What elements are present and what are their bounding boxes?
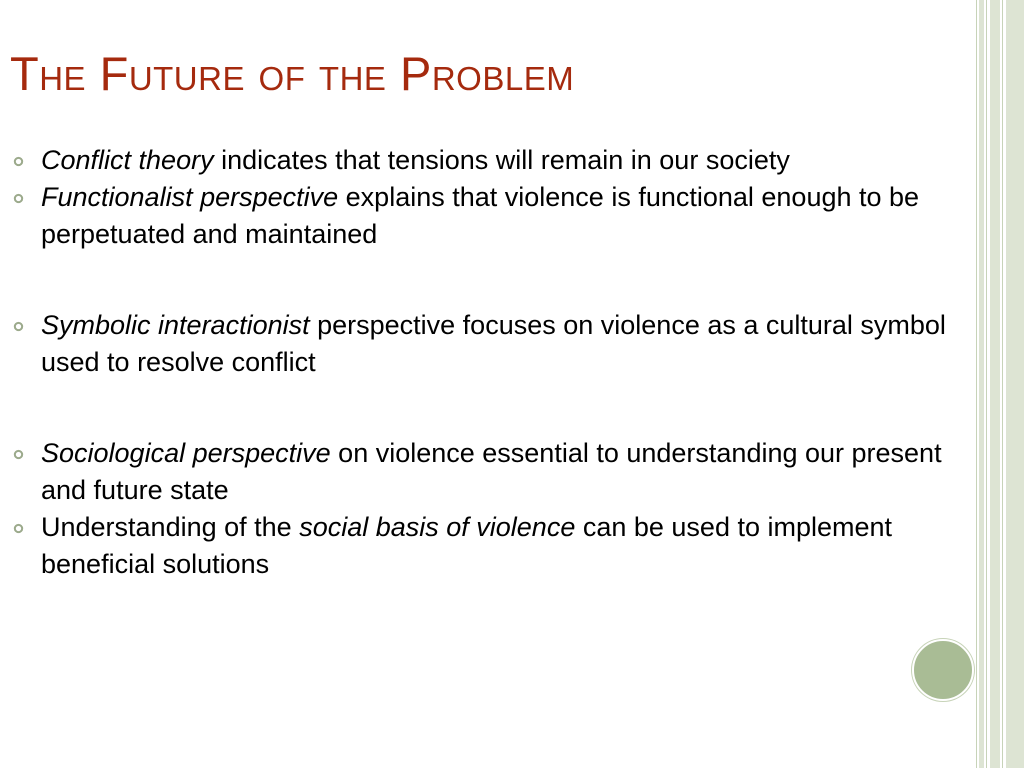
hollow-circle-bullet-icon (13, 523, 24, 534)
bullet-text-emphasis: social basis of violence (299, 512, 576, 542)
decorative-stripe (979, 0, 984, 768)
decorative-stripe (976, 0, 977, 768)
bullet-text-post: explains that violence is functional enough to be perpetuated and maintained (41, 182, 920, 249)
bullet-text-post: on violence essential to understanding our present and future state (41, 438, 942, 505)
slide-title: The Future of the Problem (10, 47, 575, 100)
bullet-item (12, 435, 962, 509)
hollow-circle-bullet-icon (13, 156, 24, 167)
bullet-text-post: indicates that tensions will remain in our society (213, 145, 790, 175)
bullet-text (41, 182, 919, 249)
bullet-text-post: can be used to implement beneficial solutions (41, 512, 893, 579)
bullet-item (12, 142, 962, 179)
bullet-text (41, 310, 946, 377)
decorative-stripe (1006, 0, 1024, 768)
bullet-item (12, 179, 962, 253)
bullet-list (12, 142, 962, 583)
bullet-text-emphasis: Sociological perspective (41, 438, 331, 468)
hollow-circle-bullet-icon (13, 193, 24, 204)
bullet-text-post: perspective focuses on violence as a cultural symbol used to resolve conflict (41, 310, 946, 377)
bullet-item (12, 509, 962, 583)
bullet-text-emphasis: Functionalist perspective (41, 182, 339, 212)
bullet-text-emphasis: Conflict theory (41, 145, 214, 175)
hollow-circle-bullet-icon (13, 321, 24, 332)
hollow-circle-bullet-icon (13, 449, 24, 460)
bullet-text (41, 145, 790, 175)
green-circle-decoration (912, 639, 974, 701)
bullet-item (12, 307, 962, 381)
bullet-text (41, 438, 942, 505)
decorative-stripe (990, 0, 1000, 768)
bullet-text (41, 512, 892, 579)
decorative-stripe (1002, 0, 1003, 768)
bullet-text-emphasis: Symbolic interactionist (41, 310, 310, 340)
bullet-text-pre: Understanding of the (41, 512, 300, 542)
decorative-stripe (986, 0, 987, 768)
